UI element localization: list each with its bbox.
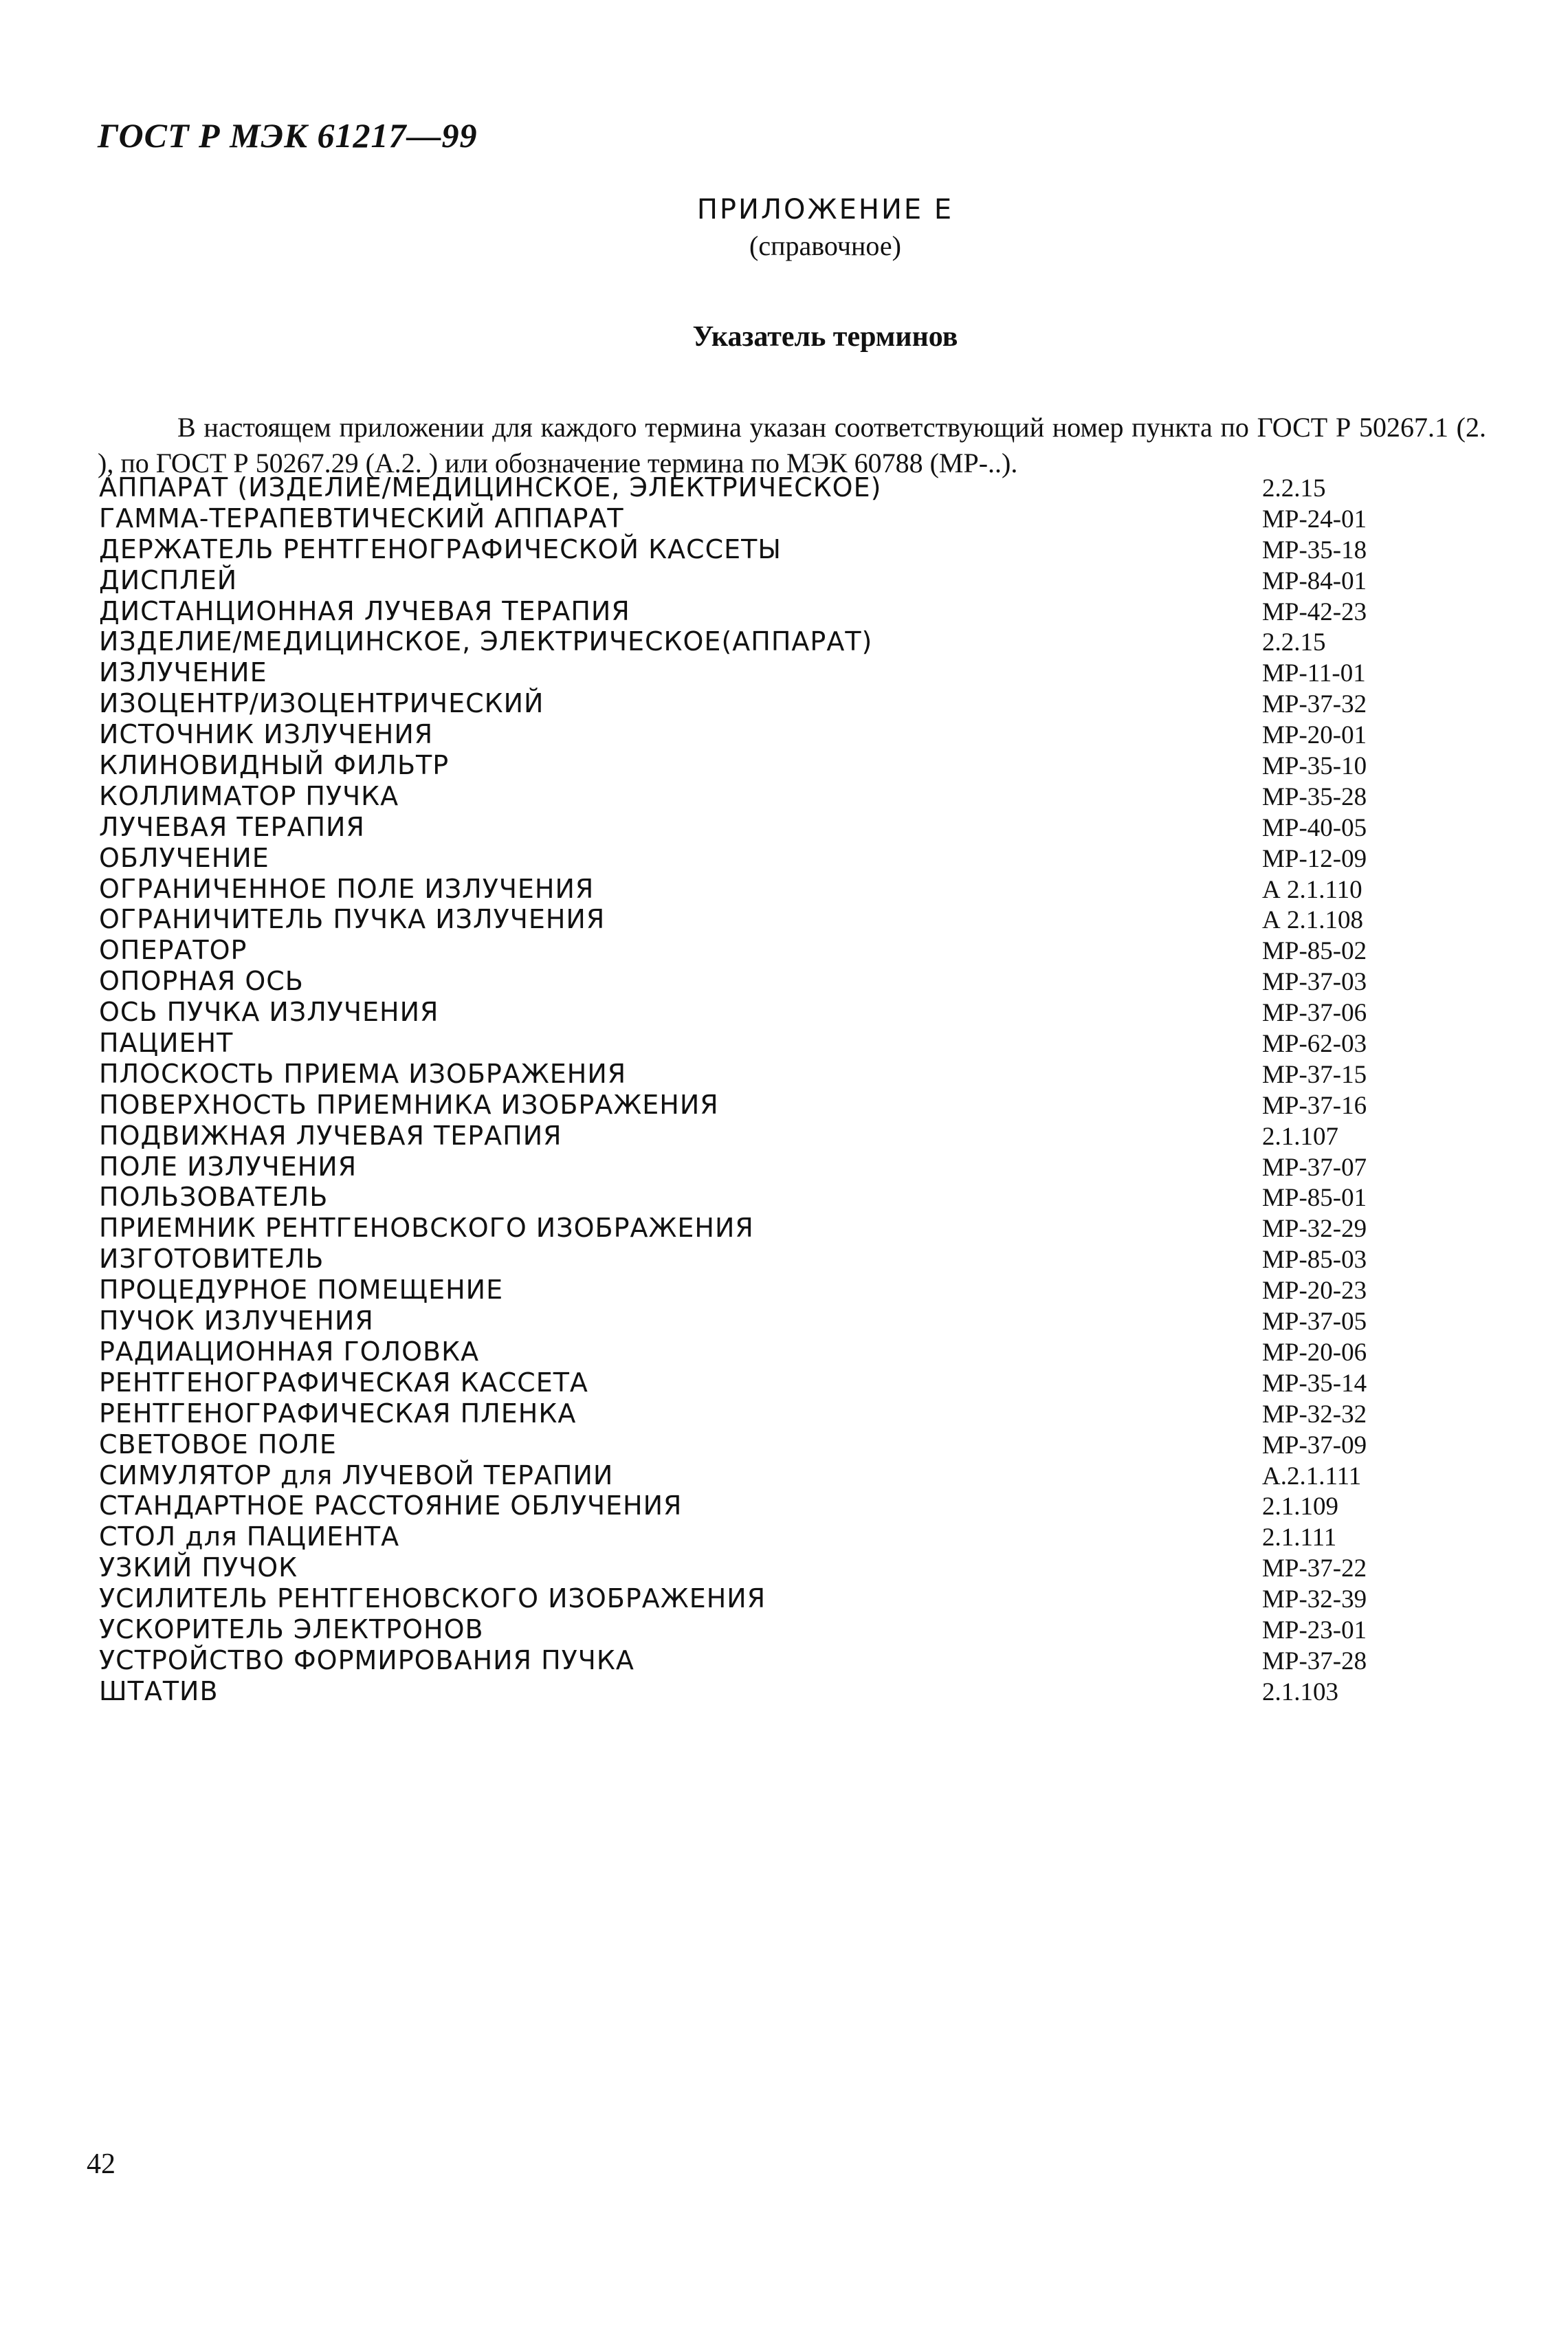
- term-reference: МР-37-32: [1262, 690, 1367, 719]
- term-row: [99, 564, 1405, 595]
- term-row: [99, 1243, 1405, 1274]
- term-row: [99, 687, 1405, 718]
- term-row: [99, 626, 1405, 657]
- term-name: ПЛОСКОСТЬ ПРИЕМА ИЗОБРАЖЕНИЯ: [99, 1058, 627, 1089]
- term-name: УЗКИЙ ПУЧОК: [99, 1552, 298, 1583]
- term-row: [99, 1212, 1405, 1243]
- term-name: ПУЧОК ИЗЛУЧЕНИЯ: [99, 1306, 374, 1336]
- term-row: [99, 842, 1405, 873]
- term-reference: МР-11-01: [1262, 659, 1366, 688]
- page-number: 42: [87, 2148, 115, 2180]
- term-reference: МР-84-01: [1262, 566, 1367, 595]
- term-name: ПРИЕМНИК РЕНТГЕНОВСКОГО ИЗОБРАЖЕНИЯ: [99, 1213, 754, 1244]
- term-row: [99, 1120, 1405, 1151]
- term-row: [99, 1027, 1405, 1058]
- term-name: ИЗЛУЧЕНИЕ: [99, 657, 267, 688]
- term-row: [99, 811, 1405, 842]
- term-reference: 2.1.107: [1262, 1122, 1338, 1151]
- term-reference: МР-20-06: [1262, 1338, 1367, 1367]
- term-row: [99, 1552, 1405, 1583]
- term-reference: МР-85-02: [1262, 937, 1367, 966]
- term-name: УСТРОЙСТВО ФОРМИРОВАНИЯ ПУЧКА: [99, 1644, 634, 1675]
- term-row: [99, 1058, 1405, 1089]
- term-name: ПОВЕРХНОСТЬ ПРИЕМНИКА ИЗОБРАЖЕНИЯ: [99, 1089, 719, 1120]
- term-reference: МР-42-23: [1262, 597, 1367, 626]
- term-reference: МР-37-07: [1262, 1153, 1367, 1182]
- term-reference: МР-85-01: [1262, 1184, 1367, 1213]
- term-row: [99, 472, 1405, 503]
- term-name: ИЗГОТОВИТЕЛЬ: [99, 1244, 324, 1275]
- term-reference: МР-12-09: [1262, 844, 1367, 873]
- term-reference: 2.2.15: [1262, 628, 1326, 657]
- term-reference: МР-20-23: [1262, 1277, 1367, 1306]
- term-row: [99, 1367, 1405, 1398]
- term-row: [99, 1460, 1405, 1490]
- term-reference: МР-37-22: [1262, 1554, 1367, 1583]
- term-reference: МР-35-18: [1262, 536, 1367, 564]
- term-name: КЛИНОВИДНЫЙ ФИЛЬТР: [99, 750, 450, 781]
- term-name: РЕНТГЕНОГРАФИЧЕСКАЯ ПЛЕНКА: [99, 1398, 577, 1429]
- term-reference: А 2.1.108: [1262, 906, 1363, 935]
- term-name: ШТАТИВ: [99, 1675, 219, 1706]
- term-name: ПАЦИЕНТ: [99, 1028, 234, 1059]
- term-row: [99, 595, 1405, 626]
- appendix-subtitle: (справочное): [749, 230, 901, 261]
- term-row: [99, 1429, 1405, 1460]
- term-reference: 2.1.103: [1262, 1677, 1338, 1706]
- term-row: [99, 996, 1405, 1027]
- term-reference: МР-23-01: [1262, 1616, 1367, 1644]
- term-reference: МР-35-14: [1262, 1369, 1367, 1398]
- term-name: ИЗОЦЕНТР/ИЗОЦЕНТРИЧЕСКИЙ: [99, 688, 544, 719]
- term-reference: МР-35-28: [1262, 782, 1367, 811]
- term-reference: МР-85-03: [1262, 1246, 1367, 1275]
- term-name: РЕНТГЕНОГРАФИЧЕСКАЯ КАССЕТА: [99, 1367, 588, 1398]
- term-reference: МР-32-39: [1262, 1585, 1367, 1614]
- term-name: КОЛЛИМАТОР ПУЧКА: [99, 780, 399, 811]
- term-name: СИМУЛЯТОР для ЛУЧЕВОЙ ТЕРАПИИ: [99, 1460, 614, 1490]
- term-row: [99, 1305, 1405, 1336]
- term-reference: А 2.1.110: [1262, 875, 1362, 904]
- term-reference: А.2.1.111: [1262, 1462, 1362, 1490]
- term-name: ОПОРНАЯ ОСЬ: [99, 966, 304, 997]
- term-name: ДИСПЛЕЙ: [99, 564, 238, 595]
- term-row: [99, 1274, 1405, 1305]
- term-row: [99, 903, 1405, 934]
- term-name: ЛУЧЕВАЯ ТЕРАПИЯ: [99, 811, 365, 842]
- term-reference: МР-32-32: [1262, 1400, 1367, 1429]
- term-reference: МР-20-01: [1262, 721, 1367, 750]
- term-reference: МР-37-15: [1262, 1060, 1367, 1089]
- term-name: ГАММА-ТЕРАПЕВТИЧЕСКИЙ АППАРАТ: [99, 503, 624, 533]
- term-row: [99, 780, 1405, 811]
- term-row: [99, 1151, 1405, 1182]
- term-row: [99, 657, 1405, 687]
- term-row: [99, 1614, 1405, 1644]
- term-name: ОГРАНИЧЕННОЕ ПОЛЕ ИЗЛУЧЕНИЯ: [99, 873, 595, 904]
- term-name: ОПЕРАТОР: [99, 935, 247, 966]
- term-row: [99, 503, 1405, 533]
- term-reference: МР-37-09: [1262, 1431, 1367, 1460]
- term-reference: МР-37-06: [1262, 999, 1367, 1028]
- term-reference: МР-40-05: [1262, 813, 1367, 842]
- term-reference: МР-37-28: [1262, 1647, 1367, 1675]
- appendix-title: ПРИЛОЖЕНИЕ Е: [696, 194, 954, 225]
- term-row: [99, 1490, 1405, 1521]
- term-reference: МР-37-03: [1262, 968, 1367, 997]
- term-name: ОБЛУЧЕНИЕ: [99, 842, 269, 873]
- term-name: ДЕРЖАТЕЛЬ РЕНТГЕНОГРАФИЧЕСКОЙ КАССЕТЫ: [99, 533, 782, 564]
- term-row: [99, 965, 1405, 996]
- term-name: ПОДВИЖНАЯ ЛУЧЕВАЯ ТЕРАПИЯ: [99, 1120, 562, 1151]
- term-reference: 2.1.111: [1262, 1523, 1337, 1552]
- term-name: УСИЛИТЕЛЬ РЕНТГЕНОВСКОГО ИЗОБРАЖЕНИЯ: [99, 1583, 766, 1614]
- intro-paragraph: В настоящем приложении для каждого термина указан соответствующий номер пункта по ГОСТ Р 50267.1 (2. ), по ГОСТ Р 50267.29 (А.2. ) или обозначение термина по МЭК 60788 (МР-..).: [98, 412, 1486, 478]
- term-name: ПРОЦЕДУРНОЕ ПОМЕЩЕНИЕ: [99, 1275, 504, 1306]
- term-name: РАДИАЦИОННАЯ ГОЛОВКА: [99, 1336, 480, 1367]
- term-name: ПОЛЬЗОВАТЕЛЬ: [99, 1182, 329, 1213]
- term-name: СТАНДАРТНОЕ РАССТОЯНИЕ ОБЛУЧЕНИЯ: [99, 1490, 683, 1521]
- term-name: ДИСТАНЦИОННАЯ ЛУЧЕВАЯ ТЕРАПИЯ: [99, 595, 630, 626]
- term-name: СВЕТОВОЕ ПОЛЕ: [99, 1429, 337, 1460]
- term-name: ПОЛЕ ИЗЛУЧЕНИЯ: [99, 1151, 357, 1182]
- term-row: [99, 533, 1405, 564]
- term-reference: 2.2.15: [1262, 474, 1326, 503]
- term-row: [99, 1675, 1405, 1706]
- terms-index-list: [99, 472, 1405, 1706]
- term-reference: МР-37-16: [1262, 1091, 1367, 1120]
- term-reference: МР-37-05: [1262, 1308, 1367, 1336]
- term-name: ОСЬ ПУЧКА ИЗЛУЧЕНИЯ: [99, 997, 439, 1028]
- term-name: СТОЛ для ПАЦИЕНТА: [99, 1521, 400, 1552]
- term-name: ИЗДЕЛИЕ/МЕДИЦИНСКОЕ, ЭЛЕКТРИЧЕСКОЕ(АППАРАТ): [99, 626, 873, 657]
- term-row: [99, 749, 1405, 780]
- term-row: [99, 1181, 1405, 1212]
- term-name: АППАРАТ (ИЗДЕЛИЕ/МЕДИЦИНСКОЕ, ЭЛЕКТРИЧЕСКОЕ): [99, 472, 882, 503]
- term-row: [99, 873, 1405, 904]
- term-row: [99, 1583, 1405, 1614]
- term-row: [99, 1644, 1405, 1675]
- term-row: [99, 1336, 1405, 1367]
- term-name: ОГРАНИЧИТЕЛЬ ПУЧКА ИЗЛУЧЕНИЯ: [99, 904, 606, 935]
- term-reference: МР-32-29: [1262, 1215, 1367, 1244]
- term-row: [99, 1398, 1405, 1429]
- term-row: [99, 934, 1405, 965]
- term-reference: МР-24-01: [1262, 505, 1367, 533]
- term-reference: 2.1.109: [1262, 1493, 1338, 1521]
- term-reference: МР-62-03: [1262, 1030, 1367, 1059]
- term-name: ИСТОЧНИК ИЗЛУЧЕНИЯ: [99, 719, 434, 750]
- term-name: УСКОРИТЕЛЬ ЭЛЕКТРОНОВ: [99, 1614, 484, 1644]
- standard-code-header: ГОСТ Р МЭК 61217—99: [98, 116, 478, 155]
- section-title: Указатель терминов: [692, 321, 958, 353]
- term-row: [99, 1089, 1405, 1120]
- term-reference: МР-35-10: [1262, 752, 1367, 781]
- term-row: [99, 718, 1405, 749]
- term-row: [99, 1521, 1405, 1552]
